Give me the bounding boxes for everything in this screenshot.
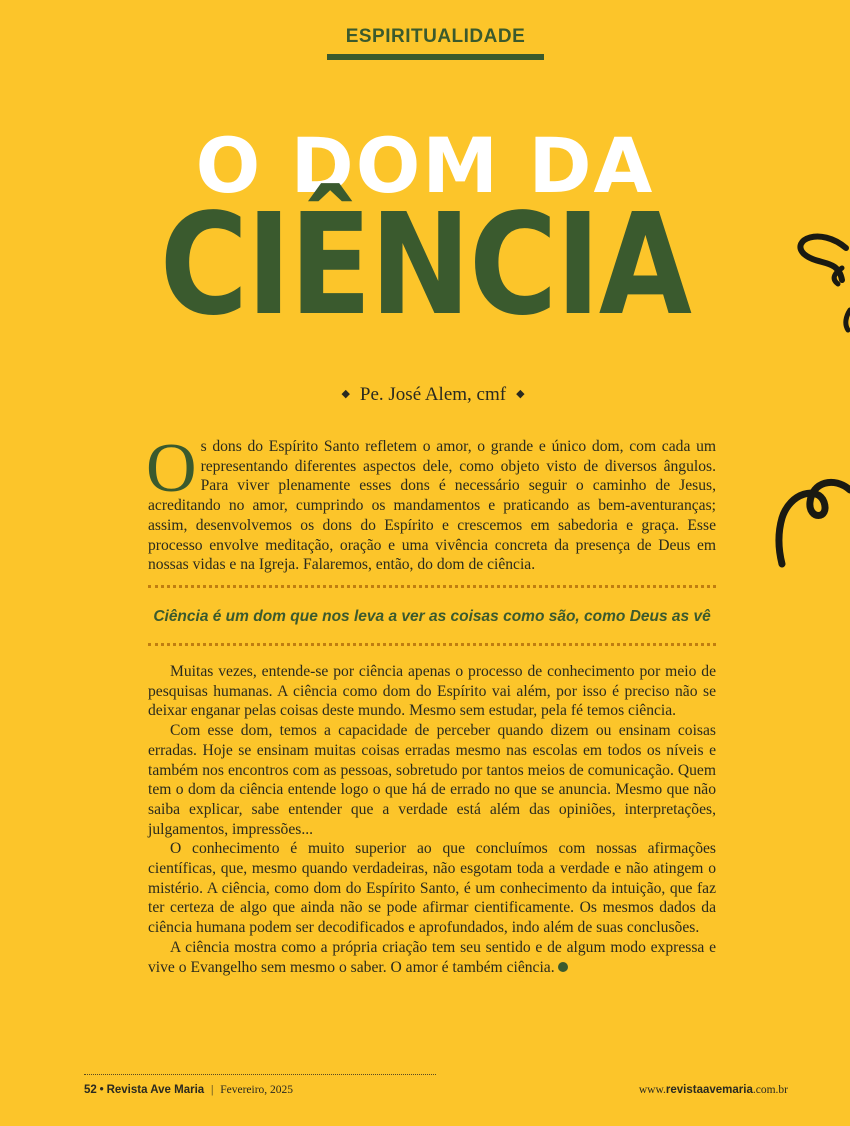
footer-folio: [84, 1084, 293, 1096]
body-paragraph: Muitas vezes, entende-se por ciência apenas o processo de conhecimento por meio de pesquisas humanas. A ciência como dom do Espírito vai além, por isso é preciso não se deixar enganar pelas coisas deste mundo. Mesmo sem estudar, pela fé temos ciência.: [148, 663, 716, 720]
dotted-divider-top: [148, 585, 716, 588]
body-paragraph: Com esse dom, temos a capacidade de perceber quando dizem ou ensinam coisas erradas. Hoje se ensinam muitas coisas erradas mesmo nas escolas em todos os níveis e também nos encontros com as pessoas, sobretudo por tantos meios de comunicação. Quem tem o dom da ciência entende logo o que há de errado no que se anuncia. Mesmo que não saiba explicar, sabe entender que a verdade está além das opiniões, interpretações, julgamentos, impressões...: [148, 722, 716, 838]
diamond-icon: ◆: [516, 388, 525, 400]
body-paragraph-last: [148, 938, 716, 977]
title-line-2: CIÊNCIA: [159, 184, 691, 347]
article-body: [148, 662, 716, 977]
issue-date: Fevereiro, 2025: [220, 1084, 294, 1096]
magazine-name: Revista Ave Maria: [106, 1084, 205, 1096]
url-prefix: www.: [638, 1084, 666, 1096]
website-link[interactable]: [639, 1084, 788, 1096]
folio-separator: |: [211, 1084, 214, 1096]
url-domain: revistaavemaria: [665, 1084, 753, 1096]
drop-cap: O: [146, 430, 197, 507]
pull-quote: Ciência é um dom que nos leva a ver as coisas como são, como Deus as vê: [153, 608, 711, 625]
body-paragraph: O conhecimento é muito superior ao que concluímos com nossas afirmações científicas, que, mesmo quando verdadeiras, não esgotam toda a verdade e não atingem o mistério. A ciência, como dom do Espírito Santo, é um conhecimento da intuição, que faz ter certeza de algo que ainda não se pode afirmar cientificamente. Os mesmos dados da ciência humana podem ser decodificados e aprofundados, indo além de suas conclusões.: [148, 840, 716, 937]
byline: [0, 384, 850, 406]
diamond-icon: ◆: [341, 388, 350, 400]
title-line-1: O DOM DA: [195, 121, 655, 210]
intro-text: s dons do Espírito Santo refletem o amor, o grande e único dom, com cada um representando diferentes aspectos dele, como objeto visto de diversos ângulos. Para viver plenamente esses dons é necessário seguir o caminho de Jesus, acreditando no amor, cumprindo os mandamentos e praticando as bem-aventuranças; assim, desenvolvemos os dons do Espírito e crescemos em sabedoria e graça. Esse processo envolve meditação, oração e uma vivência concreta da presença de Deus em nossas vidas e na Igreja. Falaremos, então, do dom de ciência.: [148, 438, 716, 574]
url-suffix: .com.br: [752, 1084, 788, 1096]
section-underline: [327, 54, 544, 60]
dotted-divider-bottom: [148, 643, 716, 646]
section-label: ESPIRITUALIDADE: [345, 26, 526, 47]
footer-rule: [84, 1074, 436, 1075]
author-name: Pe. José Alem, cmf: [359, 384, 507, 405]
intro-paragraph: [146, 430, 716, 575]
folio-bullet: •: [99, 1084, 104, 1096]
end-mark-icon: [558, 962, 568, 972]
body-paragraph-text: A ciência mostra como a própria criação tem seu sentido e de algum modo expressa e vive o Evangelho sem mesmo o saber. O amor é também ciência.: [148, 938, 716, 976]
page-number: 52: [84, 1084, 97, 1096]
